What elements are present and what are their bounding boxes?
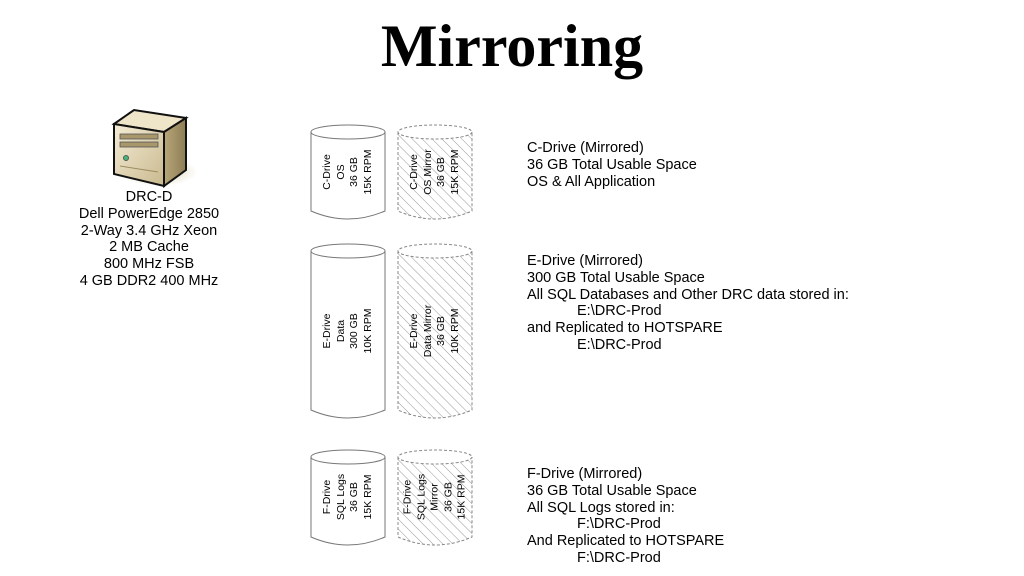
server-memory: 4 GB DDR2 400 MHz	[79, 272, 219, 289]
drive-f-mirror-cylinder	[397, 449, 473, 545]
description-line: And Replicated to HOTSPARE	[527, 533, 725, 550]
description-path: F:\DRC-Prod	[577, 516, 661, 533]
drive-f-mirror-label: F-Drive SQL Logs Mirror 36 GB 15K RPM	[401, 473, 468, 521]
description-path: E:\DRC-Prod	[577, 336, 662, 353]
drive-f-primary-label: F-Drive SQL Logs 36 GB 15K RPM	[321, 473, 374, 521]
description-line: 36 GB Total Usable Space	[527, 482, 697, 499]
drive-c-description	[527, 140, 697, 190]
description-line: and Replicated to HOTSPARE	[527, 320, 723, 337]
server-cache: 2 MB Cache	[109, 239, 189, 256]
drive-e-description	[527, 253, 849, 354]
description-line: All SQL Logs stored in:	[527, 499, 675, 516]
server-tower-icon	[106, 100, 196, 192]
drive-e-primary-cylinder	[310, 243, 386, 418]
drive-e-mirror-label: E-Drive Data Mirror 36 GB 10K RPM	[408, 304, 461, 357]
drive-c-mirror-cylinder	[397, 124, 473, 219]
server-name: DRC-D	[125, 189, 173, 205]
description-line: F-Drive (Mirrored)	[527, 466, 643, 482]
description-line: 36 GB Total Usable Space	[527, 156, 697, 173]
server-specs	[50, 189, 248, 290]
page-title: Mirroring	[380, 13, 644, 79]
description-line: E-Drive (Mirrored)	[527, 253, 643, 269]
description-line: 300 GB Total Usable Space	[527, 269, 705, 286]
description-path: F:\DRC-Prod	[577, 549, 661, 566]
drive-f-description	[527, 466, 724, 567]
description-path: E:\DRC-Prod	[577, 303, 662, 320]
description-line: C-Drive (Mirrored)	[527, 140, 644, 156]
server-model: Dell PowerEdge 2850	[78, 205, 220, 222]
drive-c-primary-cylinder	[310, 124, 386, 219]
drive-e-mirror-cylinder	[397, 243, 473, 418]
drive-c-mirror-label: C-Drive OS Mirror 36 GB 15K RPM	[408, 148, 461, 195]
drive-f-primary-cylinder	[310, 449, 386, 545]
server-cpu: 2-Way 3.4 GHz Xeon	[80, 222, 218, 239]
drive-e-primary-label: E-Drive Data 300 GB 10K RPM	[321, 308, 374, 353]
description-line: All SQL Databases and Other DRC data stored in:	[527, 286, 849, 303]
server-fsb: 800 MHz FSB	[103, 256, 195, 273]
description-line: OS & All Application	[527, 173, 656, 190]
drive-c-primary-label: C-Drive OS 36 GB 15K RPM	[321, 149, 374, 194]
